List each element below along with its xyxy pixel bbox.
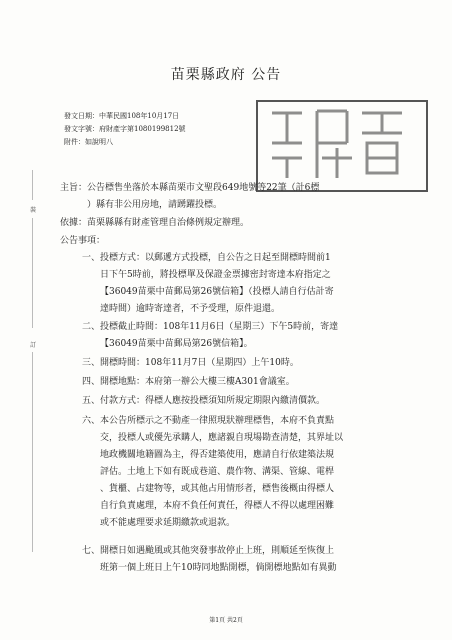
item-text: 開標時間：108年11月7日（星期四）上午10時。 <box>100 358 299 368</box>
item-number: 七、 <box>82 546 101 556</box>
page-number: 第1頁 共2頁 <box>209 617 243 624</box>
item-number: 三、 <box>82 358 101 368</box>
list-item <box>82 543 334 560</box>
seal-glyphs <box>262 103 422 183</box>
item-text: 或不能處理要求延期繳款或退款。 <box>100 518 236 528</box>
binding-mark-middle: 訂 <box>30 342 37 349</box>
official-seal-stamp <box>256 100 428 192</box>
item-text: 開標日如遇颱風或其他突發事故停止上班，則順延至恢復上 <box>100 546 335 556</box>
item-text: 【36049苗栗中苗郵局第26號信箱】（投標人請自行估計寄 <box>100 287 334 297</box>
item-text: 班第一個上班日上午10時同地點開標，倘開標地點如有異動 <box>100 563 337 573</box>
item-text: 交，投標人或優先承購人，應諸親自現場勘查清楚，其界址以 <box>100 433 344 443</box>
item-text: 評估。土地上下如有既成巷道、農作物、溝渠、管線、電桿 <box>100 467 335 477</box>
subject-text: 公告標售坐落於本縣苗栗市文聖段649地號等22筆（計 <box>87 183 305 193</box>
subject-text-lot-count: 6 <box>304 183 311 193</box>
date-line: 發文日期：中華民國108年10月17日 <box>64 112 180 120</box>
item-number: 一、 <box>82 253 101 263</box>
item-text: 本公告所標示之不動產一律照現狀辦理標售，本府不負責點 <box>100 416 335 426</box>
item-text: 達時間）逾時寄達者，不予受理，原件退還。 <box>100 304 281 314</box>
item-text: 投標方式：以郵遞方式投標，自公告之日起至開標時間前1 <box>100 253 331 263</box>
list-item <box>82 393 325 410</box>
list-item <box>82 374 295 391</box>
list-item <box>82 355 299 372</box>
item-number: 二、 <box>82 322 101 332</box>
basis-label: 依據： <box>60 218 88 228</box>
item-text: 自行負責處理，本府不負任何責任，得標人不得以處理困難 <box>100 501 335 511</box>
item-text: 開標地點：本府第一辦公大樓三樓A301會議室。 <box>100 377 295 387</box>
item-text: 地政機關地籍圖為主，得否建築使用，應請自行依建築法規 <box>100 450 335 460</box>
basis-text: 苗栗縣縣有財產管理自治條例規定辦理。 <box>87 218 250 228</box>
item-text: 投標截止時間：108年11月6日（星期三）下午5時前，寄達 <box>100 322 339 332</box>
binding-line <box>32 352 33 552</box>
item-text: 、貨櫃、占建物等，或其他占用情形者，標售後概由得標人 <box>100 484 335 494</box>
binding-mark-top: 裝 <box>30 207 37 214</box>
item-text: 【36049苗栗中苗郵局第26號信箱】。 <box>100 339 253 349</box>
subject-text: 標 <box>310 183 320 193</box>
document-number-line: 發文字號：府財產字第1080199812號 <box>64 125 186 133</box>
binding-line <box>32 170 33 200</box>
item-text: 日下午5時前，將投標單及保證金票據密封寄達本府指定之 <box>100 270 331 280</box>
item-number: 五、 <box>82 396 101 406</box>
list-item <box>82 250 331 267</box>
seal-icon <box>262 103 422 190</box>
item-text: 付款方式：得標人應按投標須知所規定期限內繳清價款。 <box>100 396 326 406</box>
subject-line-2: ）縣有非公用房地，請踴躍投標。 <box>87 200 223 210</box>
subject-label: 主旨： <box>60 183 88 193</box>
subject-line-1 <box>60 180 319 197</box>
list-item <box>82 413 334 430</box>
item-number: 六、 <box>82 416 101 426</box>
basis-line <box>60 215 249 232</box>
items-heading: 公告事項： <box>60 236 106 246</box>
page-title: 苗栗縣政府 公告 <box>170 67 282 83</box>
list-item <box>82 319 338 336</box>
attachment-line: 附件：如說明八 <box>64 138 113 146</box>
item-number: 四、 <box>82 377 101 387</box>
binding-line <box>32 218 33 328</box>
